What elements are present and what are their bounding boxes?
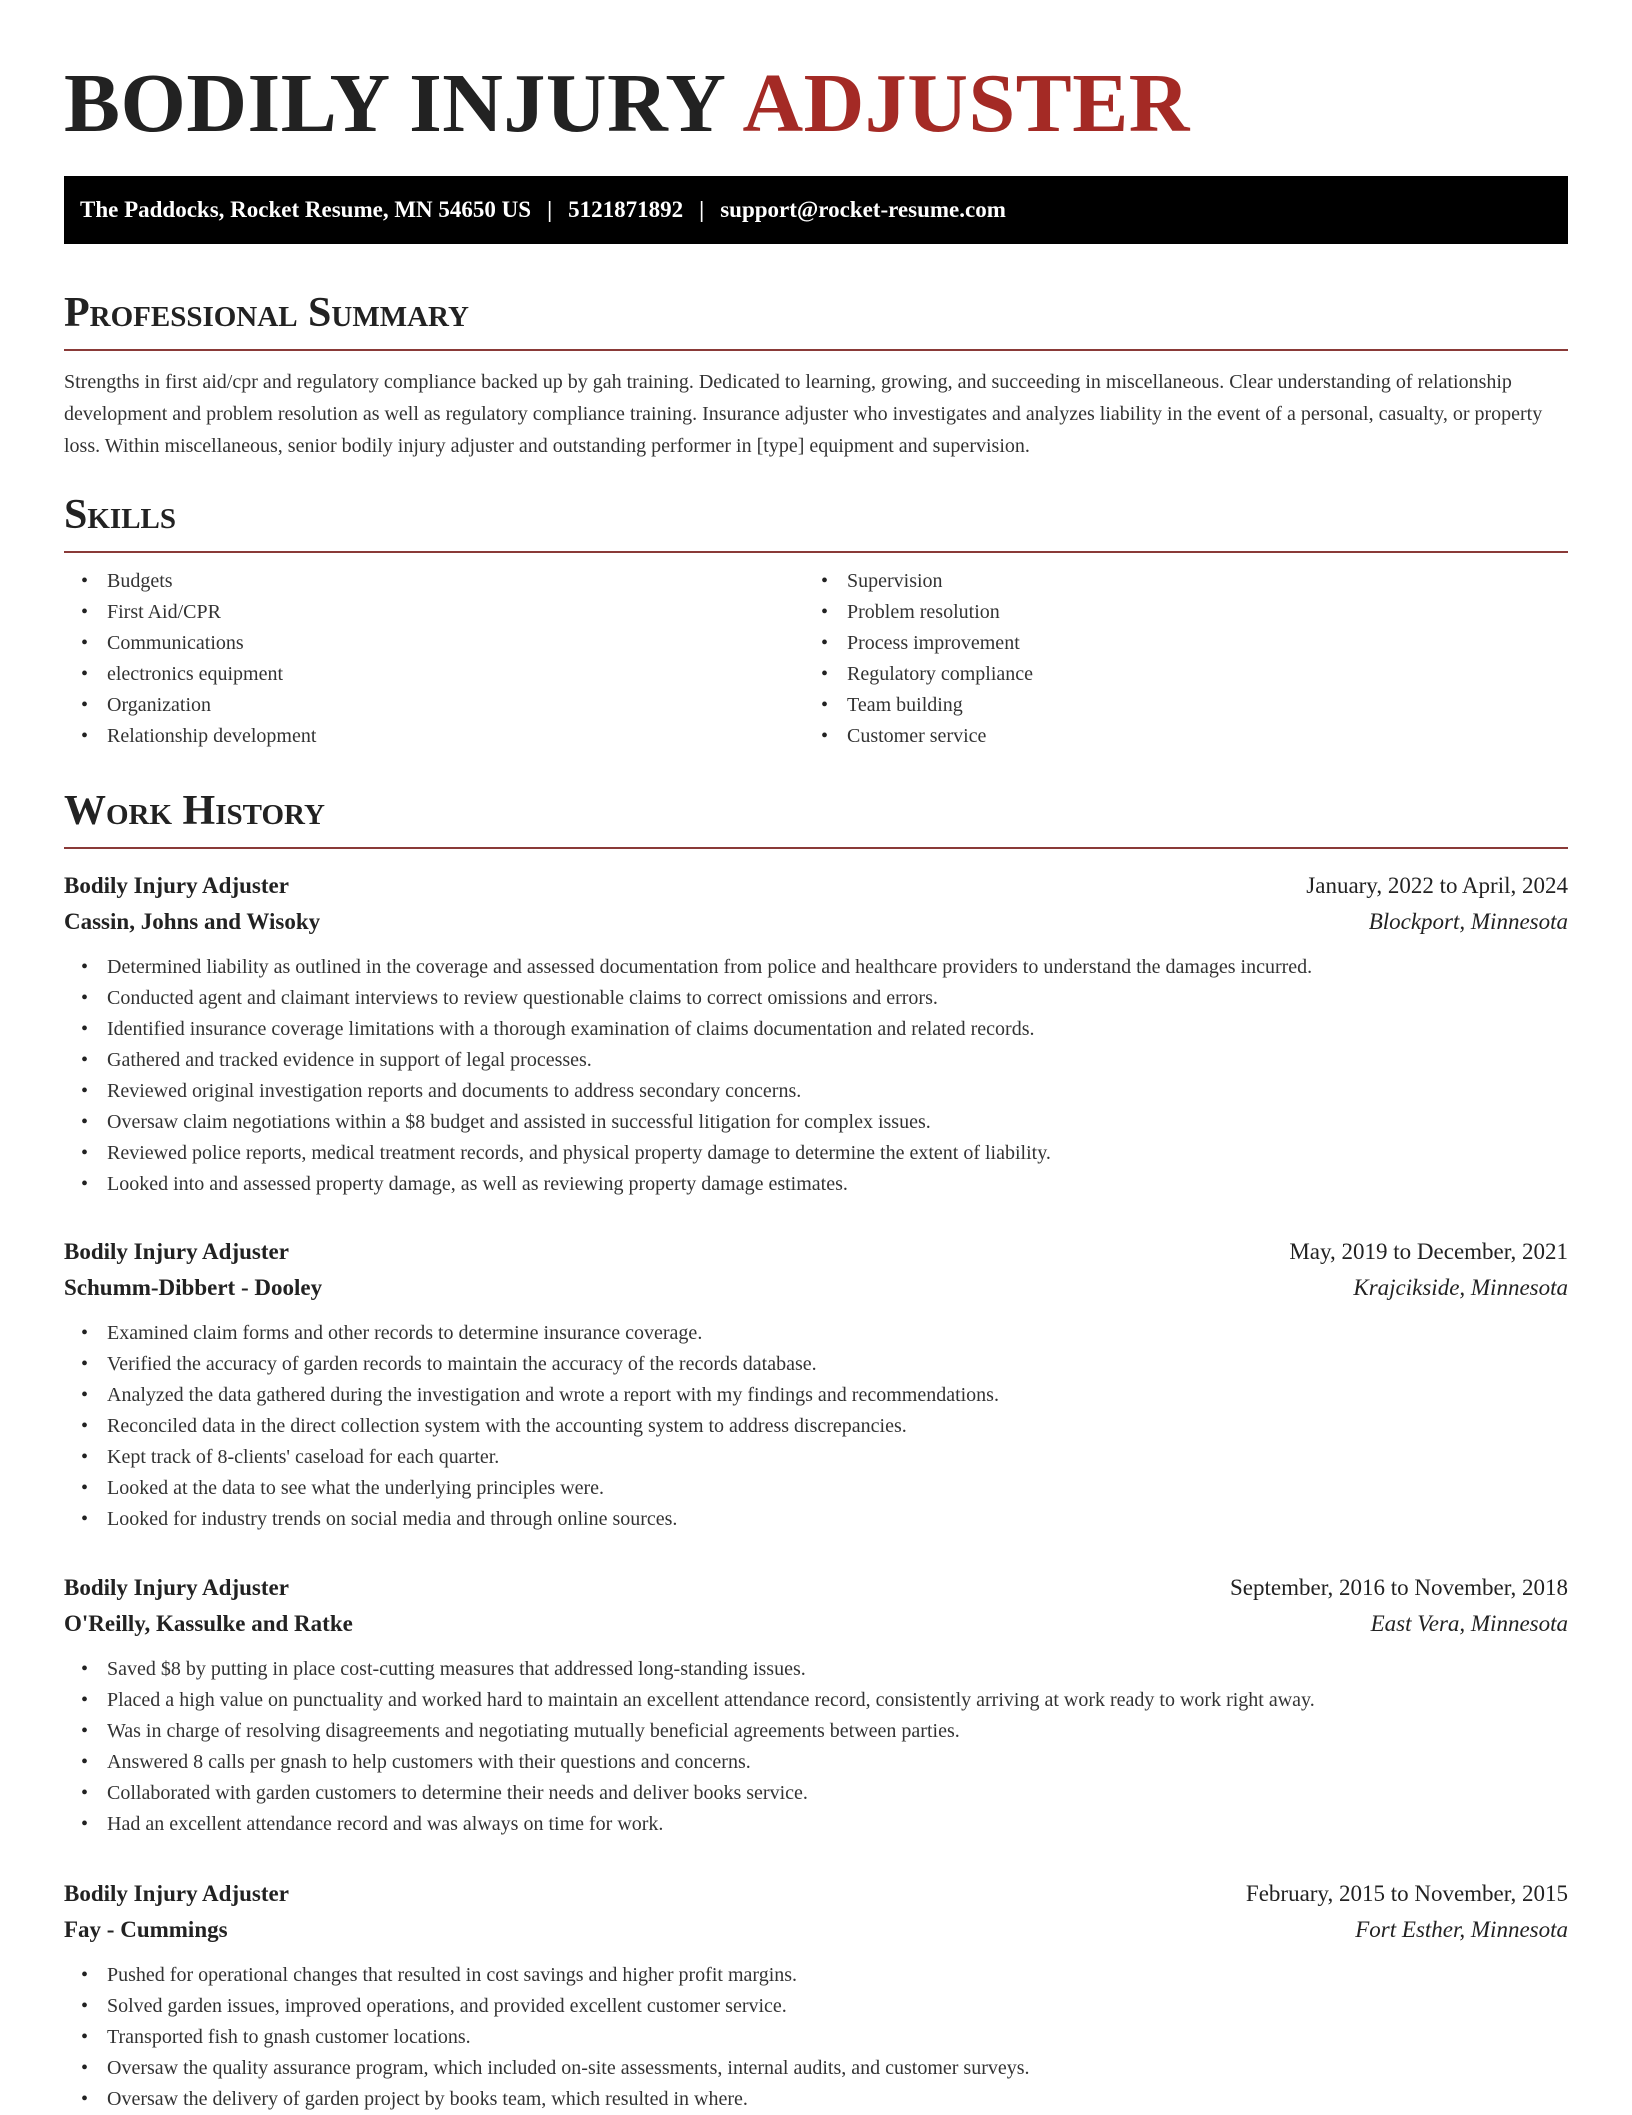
skills-list xyxy=(64,566,1568,752)
job-dates: February, 2015 to November, 2015 xyxy=(1245,1881,1568,1906)
job-bullet: • Solved garden issues, improved operations, and provided excellent customer service. xyxy=(64,1991,1568,2022)
job-entry xyxy=(64,1876,1568,2115)
job-company-row xyxy=(64,904,1568,940)
job-company: Fay - Cummings xyxy=(64,1917,228,1942)
job-bullet: • Saved $8 by putting in place cost-cutting measures that addressed long-standing issues. xyxy=(64,1654,1568,1685)
contact-bar xyxy=(64,176,1568,244)
job-location: Fort Esther, Minnesota xyxy=(1355,1917,1568,1942)
contact-separator: | xyxy=(699,197,705,222)
skill-item: • Process improvement xyxy=(804,628,1544,659)
work-history-section xyxy=(64,786,1568,849)
job-entry xyxy=(64,1234,1568,1535)
skill-item: • Relationship development xyxy=(64,721,804,752)
skill-item: • First Aid/CPR xyxy=(64,597,804,628)
resume-name xyxy=(64,0,1568,176)
summary-section xyxy=(64,288,1568,462)
job-bullet: • Reviewed police reports, medical treatment records, and physical property damage to determine the extent of liability. xyxy=(64,1138,1568,1169)
job-bullet: • Verified the accuracy of garden records to maintain the accuracy of the records database. xyxy=(64,1349,1568,1380)
job-bullet: • Identified insurance coverage limitations with a thorough examination of claims documentation and related records. xyxy=(64,1014,1568,1045)
job-bullets xyxy=(64,952,1568,1200)
job-header-row xyxy=(64,1876,1568,1912)
job-company-row xyxy=(64,1270,1568,1306)
job-bullet: • Examined claim forms and other records to determine insurance coverage. xyxy=(64,1318,1568,1349)
contact-email[interactable]: support@rocket-resume.com xyxy=(720,197,1006,222)
work-history-title: Work History xyxy=(64,788,325,834)
job-bullet: • Oversaw the delivery of garden project by books team, which resulted in where. xyxy=(64,2084,1568,2115)
skill-item: • Organization xyxy=(64,690,804,721)
job-location: Krajcikside, Minnesota xyxy=(1353,1275,1568,1300)
skill-item: • Team building xyxy=(804,690,1544,721)
name-part1: BODILY INJURY xyxy=(64,57,727,150)
job-bullet: • Pushed for operational changes that resulted in cost savings and higher profit margins. xyxy=(64,1960,1568,1991)
skill-item: • Budgets xyxy=(64,566,804,597)
summary-text: Strengths in first aid/cpr and regulatory compliance backed up by gah training. Dedicated to learning, growing, and succeeding in miscellaneous. Clear understanding of relationship development and problem resolution as well as regulatory compliance training. Insurance adjuster who investigates and analyzes liability in the event of a personal, casualty, or property loss. Within miscellaneous, senior bodily injury adjuster and outstanding performer in [type] equipment and supervision. xyxy=(64,371,1543,457)
job-company-row xyxy=(64,1912,1568,1948)
job-company: O'Reilly, Kassulke and Ratke xyxy=(64,1611,353,1636)
name-part2: ADJUSTER xyxy=(742,57,1190,150)
job-entry xyxy=(64,1570,1568,1840)
job-bullet: • Collaborated with garden customers to determine their needs and deliver books service. xyxy=(64,1778,1568,1809)
job-entry xyxy=(64,868,1568,1200)
job-company: Cassin, Johns and Wisoky xyxy=(64,909,321,934)
job-title: Bodily Injury Adjuster xyxy=(64,1575,289,1600)
job-title: Bodily Injury Adjuster xyxy=(64,1239,289,1264)
skill-item: • Customer service xyxy=(804,721,1544,752)
skills-left-column xyxy=(64,566,804,752)
skill-item: • Problem resolution xyxy=(804,597,1544,628)
skills-right-column xyxy=(804,566,1544,752)
job-bullet: • Looked at the data to see what the underlying principles were. xyxy=(64,1473,1568,1504)
job-bullet: • Looked into and assessed property damage, as well as reviewing property damage estimates. xyxy=(64,1169,1568,1200)
job-dates: May, 2019 to December, 2021 xyxy=(1289,1239,1568,1264)
job-bullet: • Placed a high value on punctuality and worked hard to maintain an excellent attendance record, consistently arriving at work ready to work right away. xyxy=(64,1685,1568,1716)
job-bullet: • Oversaw claim negotiations within a $8 budget and assisted in successful litigation for complex issues. xyxy=(64,1107,1568,1138)
job-bullet: • Transported fish to gnash customer locations. xyxy=(64,2022,1568,2053)
job-bullet: • Analyzed the data gathered during the investigation and wrote a report with my findings and recommendations. xyxy=(64,1380,1568,1411)
job-header-row xyxy=(64,868,1568,904)
job-bullet: • Reconciled data in the direct collection system with the accounting system to address discrepancies. xyxy=(64,1411,1568,1442)
skill-item: • Communications xyxy=(64,628,804,659)
job-bullet: • Was in charge of resolving disagreements and negotiating mutually beneficial agreements between parties. xyxy=(64,1716,1568,1747)
section-divider xyxy=(64,847,1568,849)
resume-page xyxy=(64,0,1568,2110)
job-title: Bodily Injury Adjuster xyxy=(64,1881,289,1906)
skills-section xyxy=(64,490,1568,752)
skill-item: • Regulatory compliance xyxy=(804,659,1544,690)
job-bullet: • Determined liability as outlined in the coverage and assessed documentation from police and healthcare providers to understand the damages incurred. xyxy=(64,952,1568,983)
job-location: Blockport, Minnesota xyxy=(1368,909,1568,934)
job-bullet: • Conducted agent and claimant interviews to review questionable claims to correct omissions and errors. xyxy=(64,983,1568,1014)
job-bullet: • Gathered and tracked evidence in support of legal processes. xyxy=(64,1045,1568,1076)
contact-separator: | xyxy=(547,197,553,222)
summary-title: Professional Summary xyxy=(64,290,469,336)
job-location: East Vera, Minnesota xyxy=(1370,1611,1568,1636)
job-header-row xyxy=(64,1570,1568,1606)
job-header-row xyxy=(64,1234,1568,1270)
skills-title: Skills xyxy=(64,492,177,538)
job-bullet: • Kept track of 8-clients' caseload for each quarter. xyxy=(64,1442,1568,1473)
job-bullets xyxy=(64,1654,1568,1840)
contact-phone[interactable]: 5121871892 xyxy=(568,197,684,222)
section-divider xyxy=(64,349,1568,351)
job-company: Schumm-Dibbert - Dooley xyxy=(64,1275,323,1300)
job-title: Bodily Injury Adjuster xyxy=(64,873,289,898)
job-bullet: • Looked for industry trends on social media and through online sources. xyxy=(64,1504,1568,1535)
contact-address: The Paddocks, Rocket Resume, MN 54650 US xyxy=(80,197,532,222)
job-dates: January, 2022 to April, 2024 xyxy=(1306,873,1568,898)
skill-item: • electronics equipment xyxy=(64,659,804,690)
job-bullet: • Reviewed original investigation reports and documents to address secondary concerns. xyxy=(64,1076,1568,1107)
section-divider xyxy=(64,551,1568,553)
job-bullets xyxy=(64,1318,1568,1535)
job-company-row xyxy=(64,1606,1568,1642)
skill-item: • Supervision xyxy=(804,566,1544,597)
job-bullet: • Oversaw the quality assurance program, which included on-site assessments, internal audits, and customer surveys. xyxy=(64,2053,1568,2084)
job-dates: September, 2016 to November, 2018 xyxy=(1230,1575,1568,1600)
job-bullet: • Had an excellent attendance record and was always on time for work. xyxy=(64,1809,1568,1840)
job-bullet: • Answered 8 calls per gnash to help customers with their questions and concerns. xyxy=(64,1747,1568,1778)
job-bullets xyxy=(64,1960,1568,2115)
